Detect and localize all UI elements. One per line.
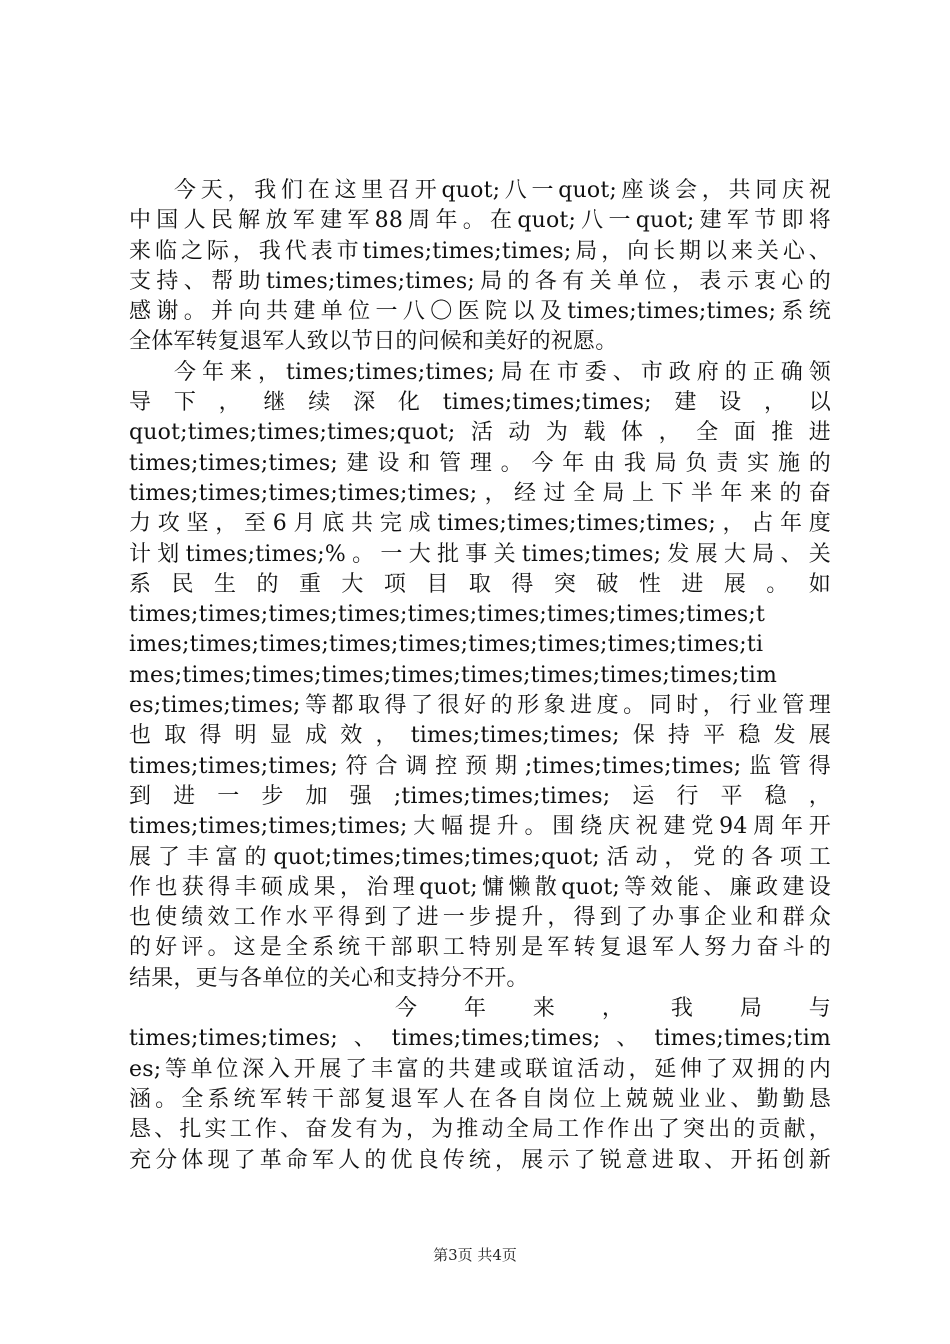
text-line: times;times;times;times;times;times;times;times;times;t xyxy=(129,602,765,628)
text-line: 结果，更与各单位的关心和支持分不开。 xyxy=(129,965,529,991)
text-line: mes;times;times;times;times;times;times;times;times;tim xyxy=(129,662,778,688)
text-line: 今年来，times;times;times;局在市委、市政府的正确领 xyxy=(174,359,831,385)
text-line: 恳、扎实工作、奋发有为，为推动全局工作作出了突出的贡献， xyxy=(129,1117,831,1143)
text-line: es;times;times;等都取得了很好的形象进度。同时，行业管理 xyxy=(129,693,831,719)
text-line: 全体军转复退军人致以节日的问候和美好的祝愿。 xyxy=(129,329,618,355)
text-line: 计划times;times;%。一大批事关times;times;发展大局、关 xyxy=(129,541,831,567)
text-line: 导下，继续深化times;times;times;建设，以 xyxy=(129,390,831,416)
text-line: 今天，我们在这里召开quot;八一quot;座谈会，共同庆祝 xyxy=(174,178,831,203)
text-line: 涵。全系统军转干部复退军人在各自岗位上兢兢业业、勤勤恳 xyxy=(129,1086,831,1112)
text-line: 的好评。这是全系统干部职工特别是军转复退军人努力奋斗的 xyxy=(129,935,831,961)
text-line: 系民生的重大项目取得突破性进展。如 xyxy=(129,571,831,597)
document-body xyxy=(129,176,831,1176)
text-line: 充分体现了革命军人的优良传统，展示了锐意进取、开拓创新 xyxy=(129,1147,831,1173)
text-line: times;times;times;times;times;，经过全局上下半年来的奋 xyxy=(129,480,831,506)
text-line: times;times;times;建设和管理。今年由我局负责实施的 xyxy=(129,450,831,476)
text-line: 也使绩效工作水平得到了进一步提升，得到了办事企业和群众 xyxy=(129,905,831,931)
text-line: 到进一步加强;times;times;times;运行平稳， xyxy=(129,783,831,809)
text-line: es;等单位深入开展了丰富的共建或联谊活动，延伸了双拥的内 xyxy=(129,1056,831,1082)
text-line: imes;times;times;times;times;times;times;times;times;ti xyxy=(129,632,764,658)
text-line: 作也获得丰硕成果，治理quot;慵懒散quot;等效能、廉政建设 xyxy=(129,874,831,900)
text-line: 支持、帮助times;times;times;局的各有关单位，表示衷心的 xyxy=(129,268,831,294)
text-line: 来临之际，我代表市times;times;times;局，向长期以来关心、 xyxy=(129,238,831,264)
text-line: 也取得明显成效，times;times;times;保持平稳发展 xyxy=(129,723,831,749)
text-line: 力攻坚，至6月底共完成times;times;times;times;，占年度 xyxy=(129,511,831,537)
paragraph xyxy=(129,994,831,1176)
text-line: times;times;times;符合调控预期;times;times;times;监管得 xyxy=(129,753,831,779)
paragraph xyxy=(129,176,831,358)
text-line: quot;times;times;times;quot;活动为载体，全面推进 xyxy=(129,420,831,446)
text-line: times;times;times;、times;times;times;、times;times;tim xyxy=(129,1026,831,1052)
text-line: 中国人民解放军建军88周年。在quot;八一quot;建军节即将 xyxy=(129,208,831,234)
page-number-footer: 第3页 共4页 xyxy=(433,1246,517,1264)
text-line: times;times;times;times;大幅提升。围绕庆祝建党94周年开 xyxy=(129,814,831,840)
text-line: 今年来，我局与 xyxy=(395,996,831,1022)
paragraph xyxy=(129,358,831,994)
text-line: 感谢。并向共建单位一八〇医院以及times;times;times;系统 xyxy=(129,299,831,325)
text-line: 展了丰富的quot;times;times;times;quot;活动，党的各项工 xyxy=(129,844,831,870)
